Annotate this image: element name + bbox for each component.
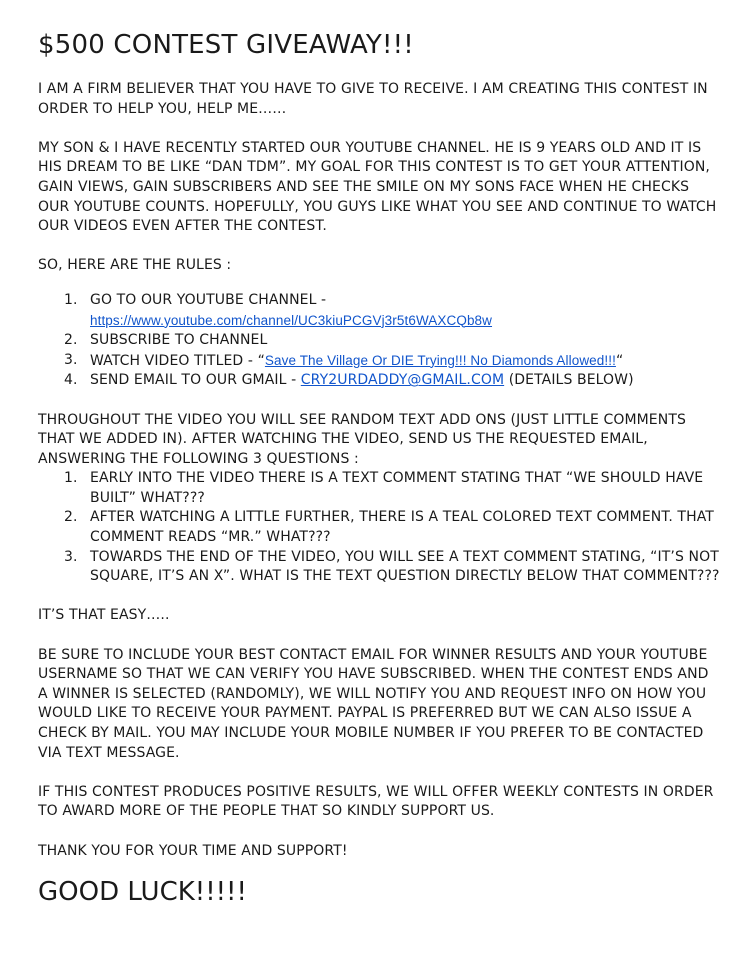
video-title-link[interactable]: Save The Village Or DIE Trying!!! No Diamonds Allowed!!! xyxy=(264,352,616,368)
question-item xyxy=(38,548,720,587)
rule-item xyxy=(38,331,720,351)
rule-number: 4. xyxy=(64,372,78,389)
intro-paragraph: I AM A FIRM BELIEVER THAT YOU HAVE TO GIVE TO RECEIVE. I AM CREATING THIS CONTEST IN ORDER TO HELP YOU, HELP ME…… xyxy=(38,81,708,117)
question-item xyxy=(38,469,720,508)
story-paragraph: MY SON & I HAVE RECENTLY STARTED OUR YOUTUBE CHANNEL. HE IS 9 YEARS OLD AND IT IS HIS DREAM TO BE LIKE “DAN TDM”. MY GOAL FOR THIS CONTEST IS TO GET YOUR ATTENTION, GAIN VIEWS, GAIN SUBSCRIBERS AND SEE THE SMILE ON MY SONS FACE WHEN HE CHECKS OUR YOUTUBE COUNTS. HOPEFULLY, YOU GUYS LIKE WHAT YOU SEE AND CONTINUE TO WATCH OUR VIDEOS EVEN AFTER THE CONTEST. xyxy=(38,139,717,235)
rule-item xyxy=(38,291,720,331)
rule-item xyxy=(38,371,720,391)
question-number: 3. xyxy=(64,548,78,565)
rule-text: SUBSCRIBE TO CHANNEL xyxy=(90,332,268,349)
rule-number: 3. xyxy=(64,351,78,368)
question-text: EARLY INTO THE VIDEO THERE IS A TEXT COMMENT STATING THAT “WE SHOULD HAVE BUILT” WHAT??? xyxy=(90,470,704,506)
rule-number: 1. xyxy=(64,291,78,308)
rules-list xyxy=(38,291,720,391)
page-title: $500 CONTEST GIVEAWAY!!! xyxy=(38,30,414,60)
video-intro-paragraph: THROUGHOUT THE VIDEO YOU WILL SEE RANDOM TEXT ADD ONS (JUST LITTLE COMMENTS THAT WE ADDED IN). AFTER WATCHING THE VIDEO, SEND US THE REQUESTED EMAIL, ANSWERING THE FOLLOWING 3 QUESTIONS : xyxy=(38,411,686,467)
rule-text-end: (DETAILS BELOW) xyxy=(504,372,634,389)
weekly-paragraph: IF THIS CONTEST PRODUCES POSITIVE RESULTS, WE WILL OFFER WEEKLY CONTESTS IN ORDER TO AWARD MORE OF THE PEOPLE THAT SO KINDLY SUPPORT US. xyxy=(38,783,714,820)
rule-item xyxy=(38,351,720,372)
easy-line: IT’S THAT EASY….. xyxy=(38,607,170,624)
instructions-paragraph: BE SURE TO INCLUDE YOUR BEST CONTACT EMAIL FOR WINNER RESULTS AND YOUR YOUTUBE USERNAME SO THAT WE CAN VERIFY YOU HAVE SUBSCRIBED. WHEN THE CONTEST ENDS AND A WINNER IS SELECTED (RANDOMLY), WE WILL NOTIFY YOU AND REQUEST INFO ON HOW YOU WOULD LIKE TO RECEIVE YOUR PAYMENT. PAYPAL IS PREFERRED BUT WE CAN ALSO ISSUE A CHECK BY MAIL. YOU MAY INCLUDE YOUR MOBILE NUMBER IF YOU PREFER TO BE CONTACTED VIA TEXT MESSAGE. xyxy=(38,646,709,761)
question-item xyxy=(38,508,720,547)
question-number: 2. xyxy=(64,509,78,526)
question-text: AFTER WATCHING A LITTLE FURTHER, THERE IS A TEAL COLORED TEXT COMMENT. THAT COMMENT READS “MR.” WHAT??? xyxy=(90,509,714,546)
questions-list xyxy=(38,469,720,587)
rule-number: 2. xyxy=(64,332,78,349)
thanks-line: THANK YOU FOR YOUR TIME AND SUPPORT! xyxy=(38,842,348,859)
email-link[interactable]: CRY2URDADDY@GMAIL.COM xyxy=(300,372,505,389)
rule-text-end: “ xyxy=(615,352,624,369)
question-number: 1. xyxy=(64,470,78,487)
rule-text: GO TO OUR YOUTUBE CHANNEL - xyxy=(90,291,327,308)
channel-link[interactable]: https://www.youtube.com/channel/UC3kiuPCGVj3r5t6WAXCQb8w xyxy=(90,312,493,328)
rules-intro: SO, HERE ARE THE RULES : xyxy=(38,257,232,274)
question-text: TOWARDS THE END OF THE VIDEO, YOU WILL SEE A TEXT COMMENT STATING, “IT’S NOT SQUARE, IT’S AN X”. WHAT IS THE TEXT QUESTION DIRECTLY BELOW THAT COMMENT??? xyxy=(90,548,720,585)
closing-heading: GOOD LUCK!!!!! xyxy=(38,877,247,908)
rule-text: WATCH VIDEO TITLED - “ xyxy=(90,352,265,369)
rule-text: SEND EMAIL TO OUR GMAIL - xyxy=(90,372,301,389)
